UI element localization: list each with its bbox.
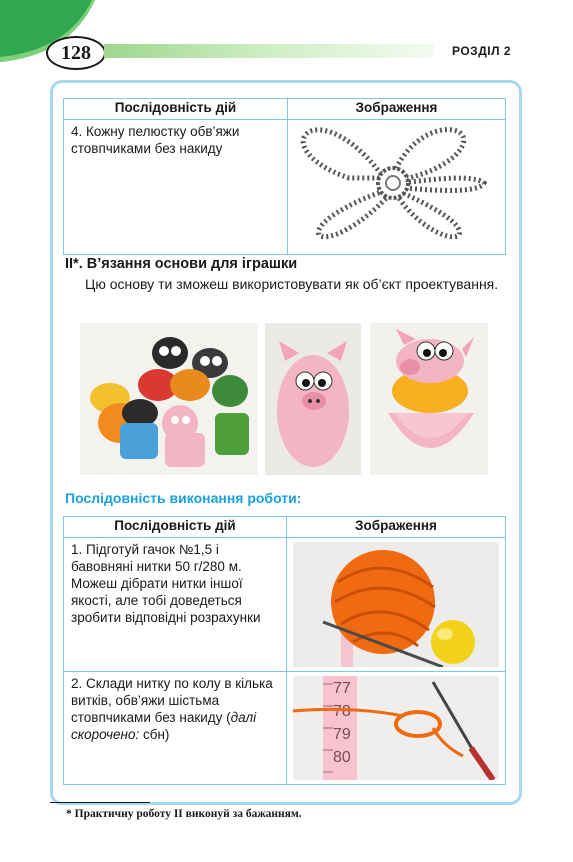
step-2-image-cell bbox=[287, 672, 506, 785]
section-label: РОЗДІЛ 2 bbox=[452, 44, 512, 58]
measuring-tape-photo bbox=[293, 676, 499, 780]
step-1-text: 1. Підготуй гачок №1,5 і бавовняні нитки 50 г/280 м. Можеш дібрати нитки іншої якості, але тобі доведеться зробити відповідні розрахунки bbox=[71, 542, 261, 625]
steps-table-top bbox=[63, 98, 506, 255]
step-1-cell bbox=[64, 538, 287, 672]
step-2-text bbox=[65, 673, 285, 745]
step-4-image-cell bbox=[288, 120, 506, 255]
toy-group-photo bbox=[80, 323, 258, 475]
col-header-steps: Послідовність дій bbox=[64, 517, 287, 538]
col-header-steps: Послідовність дій bbox=[64, 99, 288, 120]
tape-mark-77: 77 bbox=[333, 680, 351, 697]
pig-toy-closed-photo bbox=[265, 323, 361, 475]
steps-table-bottom bbox=[63, 516, 506, 785]
yarn-and-hook-photo bbox=[293, 542, 499, 667]
col-header-image: Зображення bbox=[287, 517, 506, 538]
header-band bbox=[104, 44, 434, 58]
page-number: 128 bbox=[46, 36, 106, 70]
step-2-cell bbox=[64, 672, 287, 785]
step-2-text-b: сбн) bbox=[139, 727, 170, 742]
step-2-text-a: 2. Склади нитку по колу в кілька витків, обв’яжи шістьма стовпчиками без накиду ( bbox=[71, 676, 273, 725]
step-4-text: 4. Кожну пелюстку обв’яжи стовпчиками без накиду bbox=[71, 124, 240, 156]
flower-crochet-diagram bbox=[289, 123, 504, 243]
col-header-image: Зображення bbox=[288, 99, 506, 120]
footnote: * Практичну роботу ІІ виконуй за бажанням. bbox=[66, 808, 302, 820]
tape-mark-78: 78 bbox=[333, 703, 351, 720]
tape-mark-80: 80 bbox=[333, 749, 351, 766]
section-heading: ІІ*. В’язання основи для іграшки bbox=[65, 256, 298, 272]
section-intro: Цю основу ти зможеш використовувати як об’єкт проектування. bbox=[85, 276, 499, 292]
step-4-cell bbox=[64, 120, 288, 255]
step-2-text-em: далі скорочено: bbox=[71, 710, 257, 742]
tape-mark-79: 79 bbox=[333, 726, 351, 743]
step-1-image-cell bbox=[287, 538, 506, 672]
pig-toy-open-photo bbox=[370, 323, 488, 475]
footnote-rule bbox=[50, 802, 150, 803]
work-order-title: Послідовність виконання роботи: bbox=[65, 490, 302, 506]
